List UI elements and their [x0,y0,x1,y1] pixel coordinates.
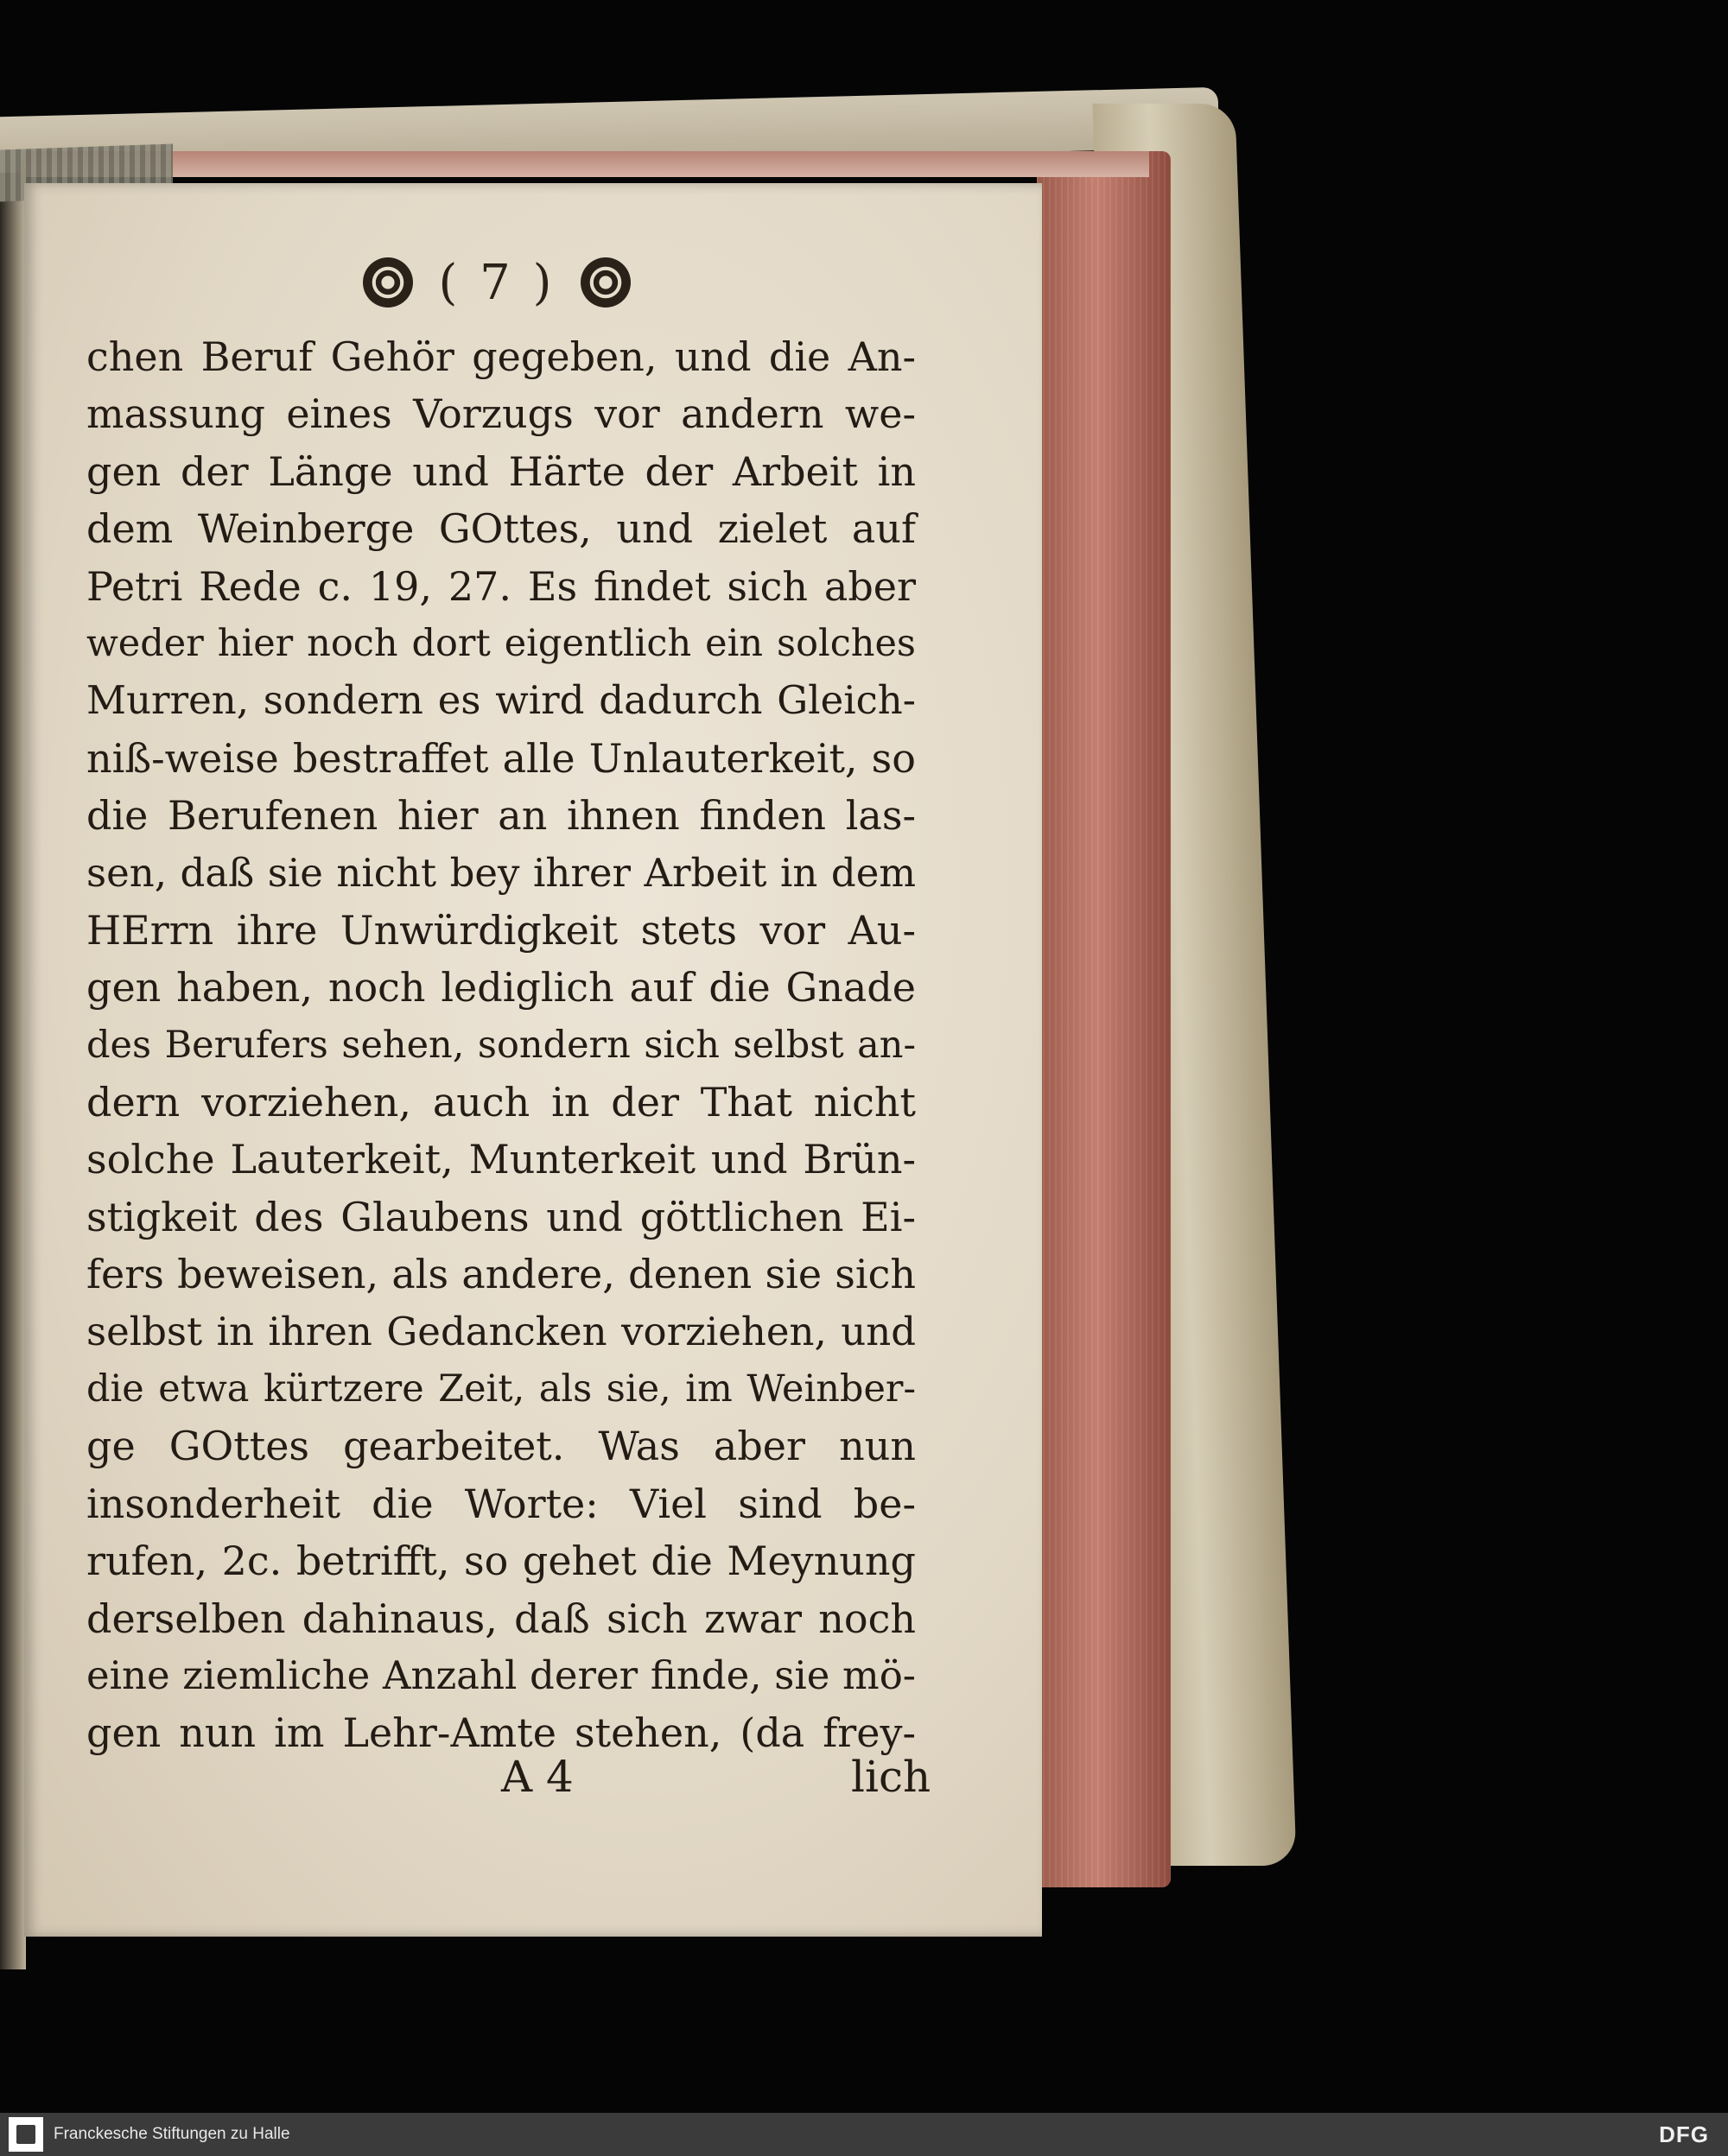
text-line: weder hier noch dort eigentlich ein solches [86,621,916,665]
text-line: des Berufers sehen, sondern sich selbst an- [86,1023,916,1067]
page-header [311,252,683,313]
text-line: gen haben, noch lediglich auf die Gnade [86,964,916,1011]
text-line: dem Weinberge GOttes, und zielet auf [86,505,916,553]
text-line: dern vorziehen, auch in der That nicht [86,1079,916,1126]
text-line: derselben dahinaus, daß sich zwar noch [86,1595,916,1642]
dfg-logo: DFG [1659,2121,1709,2147]
left-page-edge [0,173,26,1969]
text-line: gen der Länge und Härte der Arbeit in [86,447,916,495]
text-line: Petri Rede c. 19, 27. Es findet sich aber [86,562,916,610]
institution-name: Franckesche Stiftungen zu Halle [54,2125,290,2143]
text-line: rufen, 2c. betrifft, so gehet die Meynung [86,1538,916,1585]
text-line: die etwa kürtzere Zeit, als sie, im Weinber- [86,1367,916,1411]
text-line: solche Lauterkeit, Munterkeit und Brün- [86,1136,916,1183]
page-stack-top [26,151,1149,177]
red-page-edges [1037,151,1171,1887]
text-line: fers beweisen, als andere, denen sie sich [86,1251,916,1298]
ornament-right-icon [581,257,631,308]
text-line: selbst in ihren Gedancken vorziehen, und [86,1308,916,1354]
signature-mark: A 4 [501,1752,574,1802]
body-text [86,328,916,1762]
text-line: gen nun im Lehr-Amte stehen, (da frey- [86,1709,916,1757]
text-line: sen, daß sie nicht bey ihrer Arbeit in dem [86,849,916,896]
ornament-left-icon [363,257,413,308]
text-line: stigkeit des Glaubens und göttlichen Ei- [86,1193,916,1240]
text-line: eine ziemliche Anzahl derer finde, sie mö- [86,1652,916,1698]
catchword: lich [851,1752,931,1802]
text-line: niß-weise bestraffet alle Unlauterkeit, so [86,734,916,782]
page-number: ( 7 ) [438,254,556,311]
text-line: massung eines Vorzugs vor andern we- [86,390,916,438]
text-line: Murren, sondern es wird dadurch Gleich- [86,677,916,724]
text-line: die Berufenen hier an ihnen finden las- [86,792,916,840]
text-line: chen Beruf Gehör gegeben, und die An- [86,333,916,380]
text-line: ge GOttes gearbeitet. Was aber nun [86,1423,916,1470]
text-line: insonderheit die Worte: Viel sind be- [86,1480,916,1527]
institution-logo-icon [9,2117,43,2152]
viewer-footer-bar [0,2113,1728,2156]
text-line: HErrn ihre Unwürdigkeit stets vor Au- [86,906,916,954]
